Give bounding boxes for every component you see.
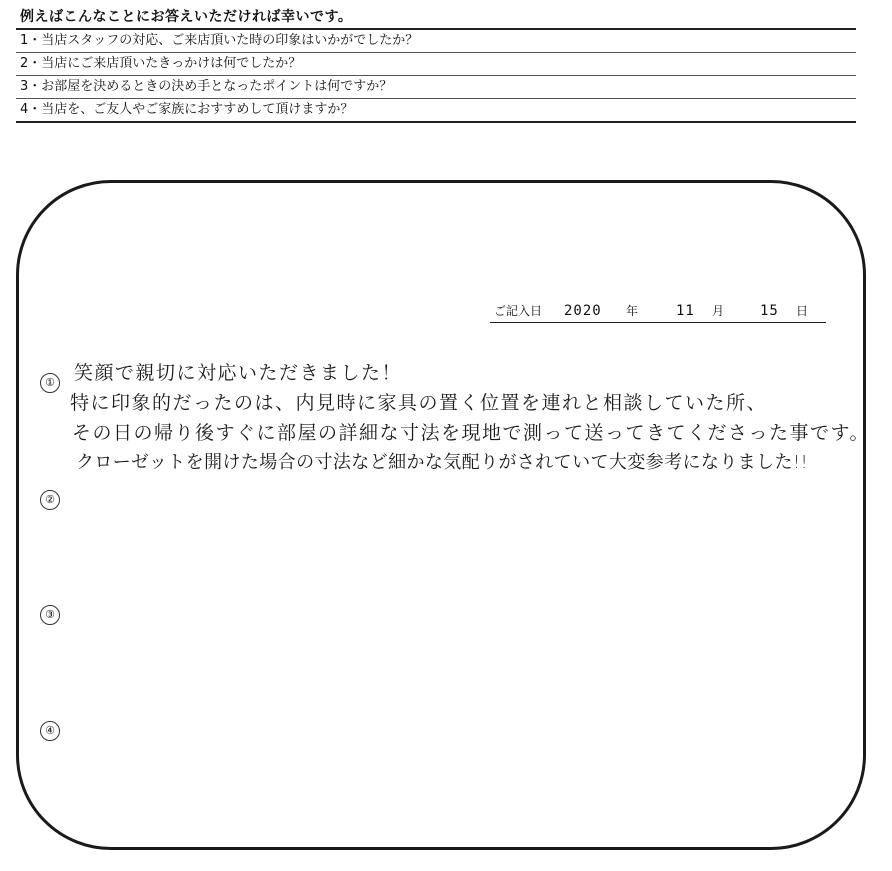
- answer-marker-3: ③: [40, 605, 60, 625]
- answer-line: その日の帰り後すぐに部屋の詳細な寸法を現地で測って送ってきてくださった事です。: [72, 422, 870, 444]
- answer-line: 笑顔で親切に対応いただきました！: [74, 362, 403, 384]
- date-year: 2020: [564, 303, 602, 319]
- question-1: 1・当店スタッフの対応、ご来店頂いた時の印象はいかがでしたか？: [16, 30, 856, 53]
- question-2: 2・当店にご来店頂いたきっかけは何でしたか？: [16, 53, 856, 76]
- date-month-unit: 月: [712, 304, 725, 318]
- date-year-unit: 年: [626, 304, 639, 318]
- date-label: ご記入日: [494, 304, 543, 318]
- instructions-header: [16, 6, 856, 123]
- header-title: 例えばこんなことにお答えいただければ幸いです。: [16, 6, 856, 30]
- date-day: 15: [760, 303, 779, 319]
- date-day-unit: 日: [796, 304, 809, 318]
- handwritten-answer: [70, 358, 870, 478]
- answer-marker-1: ①: [40, 373, 60, 393]
- date-entry: [490, 296, 826, 323]
- answer-marker-4: ④: [40, 721, 60, 741]
- date-month: 11: [676, 303, 695, 319]
- answer-line: 特に印象的だったのは、内見時に家具の置く位置を連れと相談していた所、: [70, 392, 768, 414]
- question-3: 3・お部屋を決めるときの決め手となったポイントは何ですか？: [16, 76, 856, 99]
- answer-line: クローゼットを開けた場合の寸法など細かな気配りがされていて大変参考になりました!!: [76, 452, 809, 473]
- question-4: 4・当店を、ご友人やご家族におすすめして頂けますか？: [16, 99, 856, 123]
- answer-marker-2: ②: [40, 490, 60, 510]
- answer-card: [16, 180, 866, 850]
